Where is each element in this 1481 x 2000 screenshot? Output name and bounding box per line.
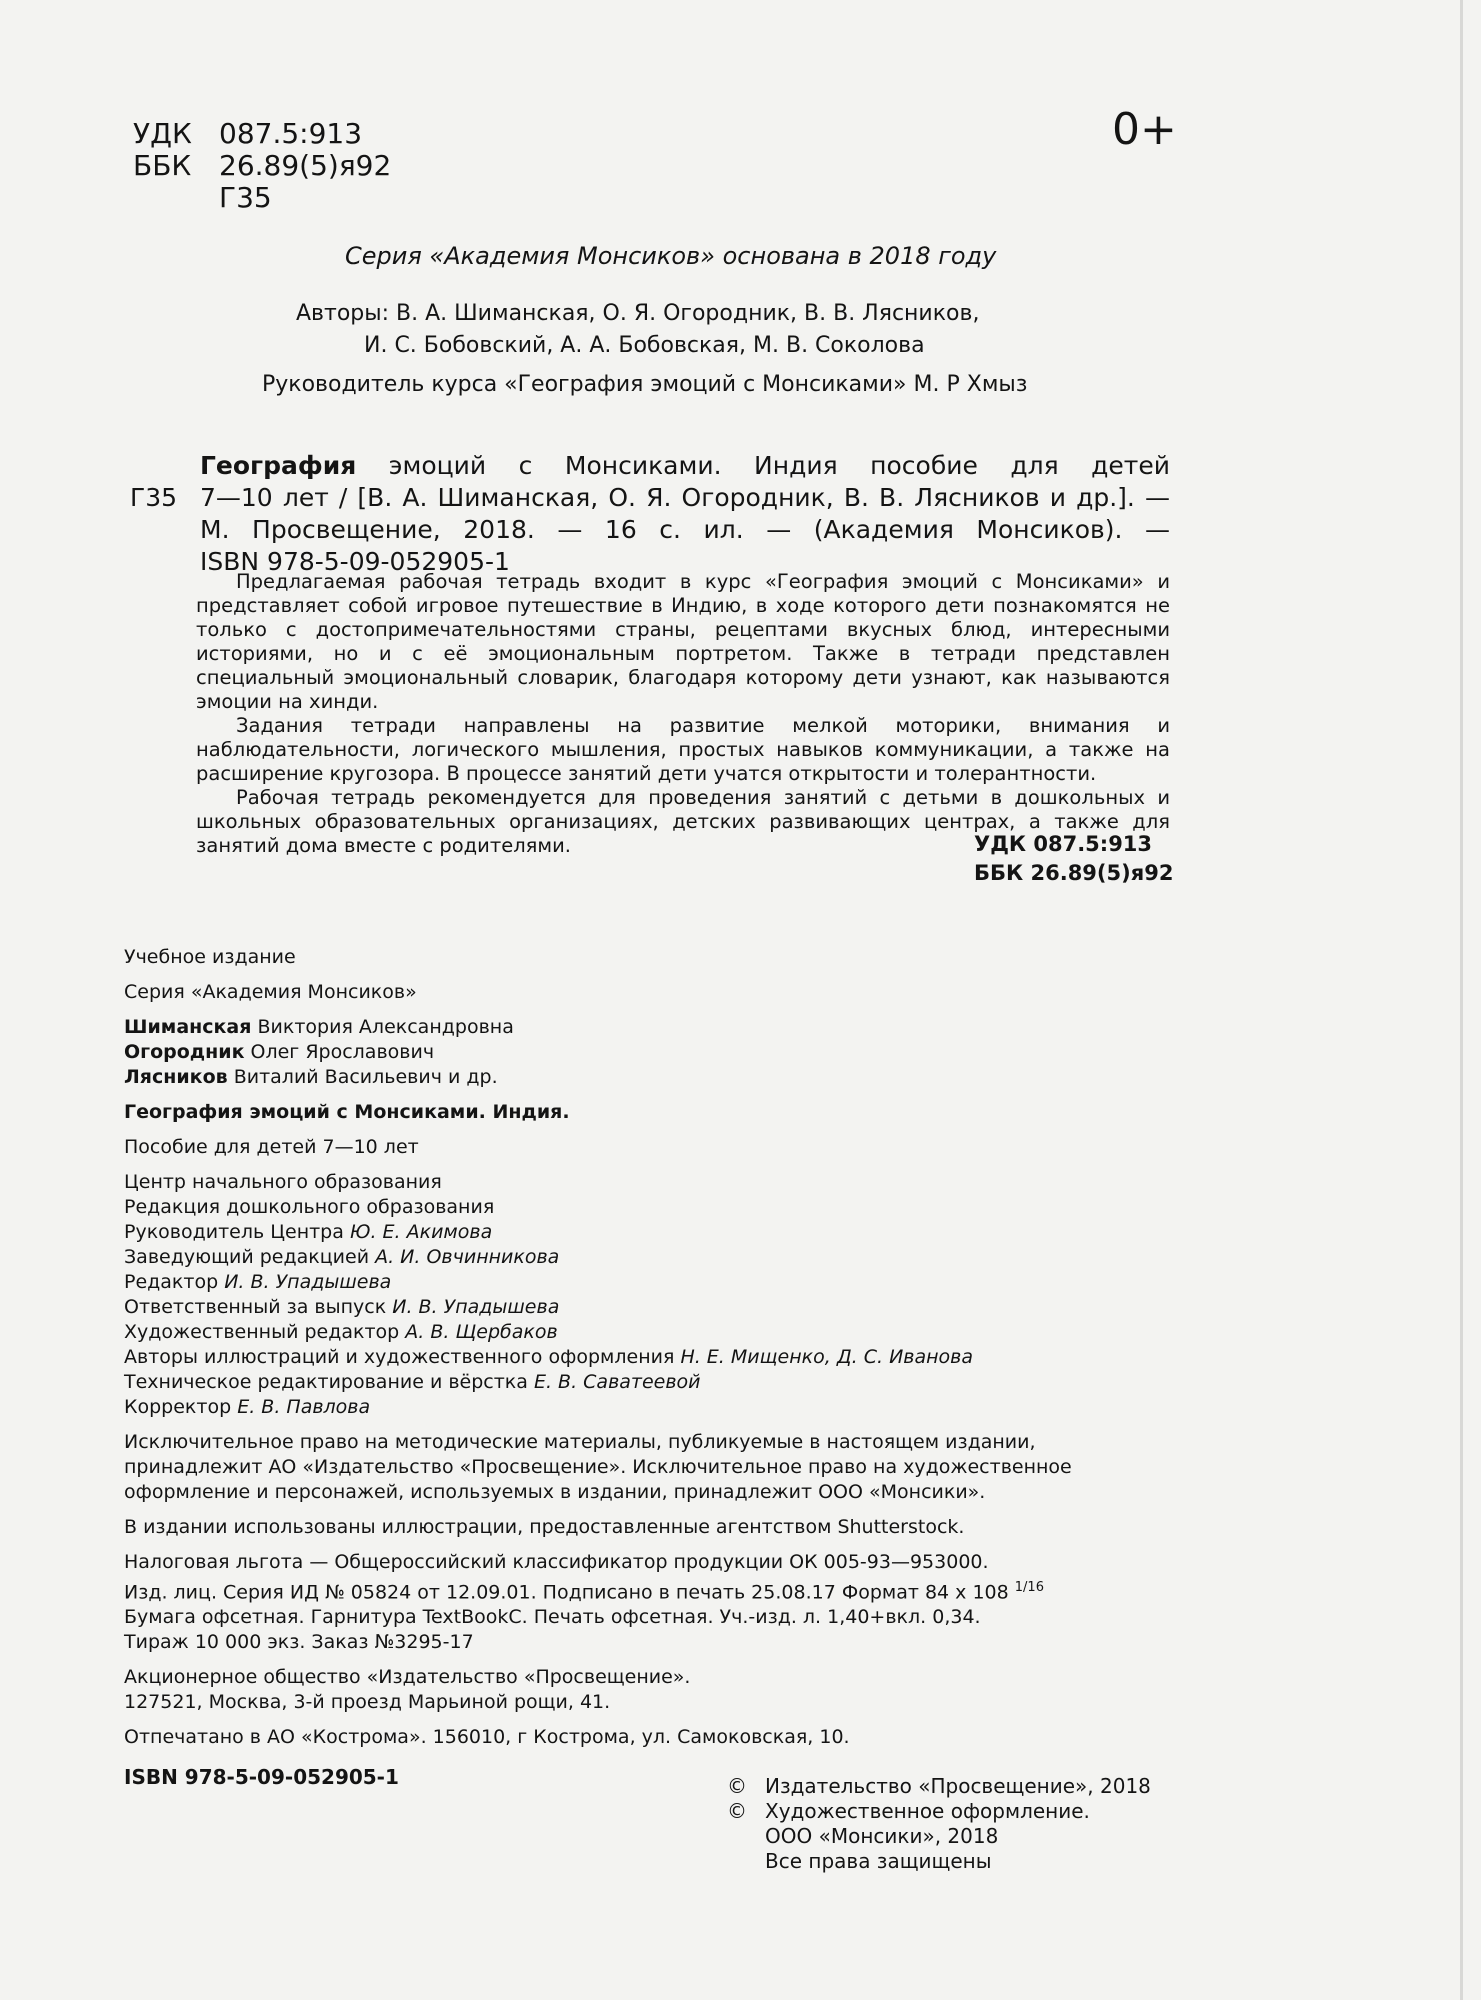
bibliographic-record	[130, 450, 1170, 578]
copyright-icon: ©	[727, 1799, 747, 1823]
format-fraction: 1/16	[1014, 1580, 1044, 1595]
record-isbn: ISBN 978-5-09-052905-1	[200, 547, 510, 576]
imprint-block	[124, 945, 1072, 1750]
record-title: География	[200, 451, 357, 480]
imprint-author-3: Лясников Виталий Васильевич и др.	[124, 1066, 498, 1088]
staff-row: Редакция дошкольного образования	[124, 1196, 495, 1218]
staff-row: Ответственный за выпуск И. В. Упадышева	[124, 1296, 560, 1318]
publisher-info: Акционерное общество «Издательство «Просвещение». 127521, Москва, 3-й проезд Марьиной рощи, 41.	[124, 1666, 691, 1714]
record-line-3: М. Просвещение, 2018. — 16 с. ил. — (Академия Монсиков). —	[200, 515, 1170, 544]
authors-line-1: Авторы: В. А. Шиманская, О. Я. Огородник, В. В. Лясников,	[296, 301, 980, 326]
abstract-paragraph-1: Предлагаемая рабочая тетрадь входит в курс «География эмоций с Монсиками» и представляет собой игровое путешествие в Индию, в ходе которого дети познакомятся не только с достопримечательностями страны, рецептами вкусных блюд, интересными историями, но и с её эмоциональным портретом. Также в тетради представлен специальный эмоциональный словарик, благодаря которому дети узнают, как называются эмоции на хинди.	[196, 570, 1170, 713]
staff-row: Корректор Е. В. Павлова	[124, 1396, 371, 1418]
imprint-author-1: Шиманская Виктория Александровна	[124, 1016, 514, 1038]
abstract-paragraph-3: Рабочая тетрадь рекомендуется для проведения занятий с детьми в дошкольных и школьных образовательных организациях, детских развивающих центрах, а также для занятий дома вместе с родителями.	[196, 786, 1170, 857]
staff-row: Центр начального образования	[124, 1171, 442, 1193]
staff-row: Заведующий редакцией А. И. Овчинникова	[124, 1246, 560, 1268]
abstract-paragraph-2: Задания тетради направлены на развитие мелкой моторики, внимания и наблюдательности, логического мышления, простых навыков коммуникации, а также на расширение кругозора. В процессе занятий дети учатся открытости и толерантности.	[196, 714, 1170, 785]
rights-notice: Исключительное право на методические материалы, публикуемые в настоящем издании, принадлежит АО «Издательство «Просвещение». Исключительное право на художественное оформление и персонажей, используемых в издании, принадлежит ООО «Монсики».	[124, 1431, 1072, 1503]
record-mark: Г35	[130, 483, 178, 512]
printer-info: Отпечатано в АО «Кострома». 156010, г Кострома, ул. Самоковская, 10.	[124, 1726, 850, 1749]
authors-line-2: И. С. Бобовский, А. А. Бобовская, М. В. Соколова	[364, 333, 925, 358]
page-edge	[1460, 0, 1463, 2000]
record-line-1: эмоций с Монсиками. Индия пособие для детей	[388, 451, 1171, 480]
age-rating: 0+	[1112, 104, 1177, 155]
bbk-label: ББК	[133, 149, 192, 182]
staff-row: Руководитель Центра Ю. Е. Акимова	[124, 1221, 493, 1243]
udk-value: 087.5:913	[219, 117, 363, 150]
footer-bbk: ББК 26.89(5)я92	[974, 861, 1174, 885]
copyright-icon: ©	[727, 1774, 747, 1798]
staff-row: Художественный редактор А. В. Щербаков	[124, 1321, 558, 1343]
edition-type: Учебное издание	[124, 946, 296, 968]
udk-label: УДК	[133, 117, 192, 150]
series-note: Серия «Академия Монсиков» основана в 2018 году	[345, 242, 997, 270]
imprint-title: География эмоций с Монсиками. Индия.	[124, 1101, 570, 1123]
staff-row: Техническое редактирование и вёрстка Е. В. Саватеевой	[124, 1371, 701, 1393]
technical-details: Налоговая льгота — Общероссийский классификатор продукции ОК 005-93—953000. Изд. лиц. Серия ИД № 05824 от 12.09.01. Подписано в печать 25.08.17 Формат 84 х 108 $^{1/16}$ Бумага офсетная. Гарнитура TextBookC. Печать офсетная. Уч.-изд. л. 1,40+вкл. 0,34. Тираж 10 000 экз. Заказ №3295-17	[124, 1551, 1044, 1654]
authors	[296, 298, 979, 362]
illustrations-note: В издании использованы иллюстрации, предоставленные агентством Shutterstock.	[124, 1516, 965, 1538]
staff-list	[124, 1170, 1072, 1420]
author-mark: Г35	[219, 181, 272, 214]
copyright-block: © Издательство «Просвещение», 2018 © Художественное оформление. ООО «Монсики», 2018 Все права защищены	[727, 1774, 1151, 1873]
imprint-subtitle: Пособие для детей 7—10 лет	[124, 1136, 419, 1158]
imprint-author-2: Огородник Олег Ярославович	[124, 1041, 435, 1063]
isbn-footer: ISBN 978-5-09-052905-1	[124, 1765, 399, 1789]
bbk-value: 26.89(5)я92	[219, 149, 392, 182]
footer-udk: УДК 087.5:913	[974, 832, 1153, 856]
imprint-series: Серия «Академия Монсиков»	[124, 981, 417, 1003]
course-leader: Руководитель курса «География эмоций с Монсиками» М. Р Хмыз	[262, 372, 1028, 397]
record-line-2: 7—10 лет / [В. А. Шиманская, О. Я. Огородник, В. В. Лясников и др.]. —	[200, 483, 1170, 512]
abstract	[196, 570, 1170, 858]
footer-codes	[974, 830, 1173, 888]
staff-row: Авторы иллюстраций и художественного оформления Н. Е. Мищенко, Д. С. Иванова	[124, 1346, 974, 1368]
staff-row: Редактор И. В. Упадышева	[124, 1271, 392, 1293]
classification-codes	[133, 118, 391, 214]
